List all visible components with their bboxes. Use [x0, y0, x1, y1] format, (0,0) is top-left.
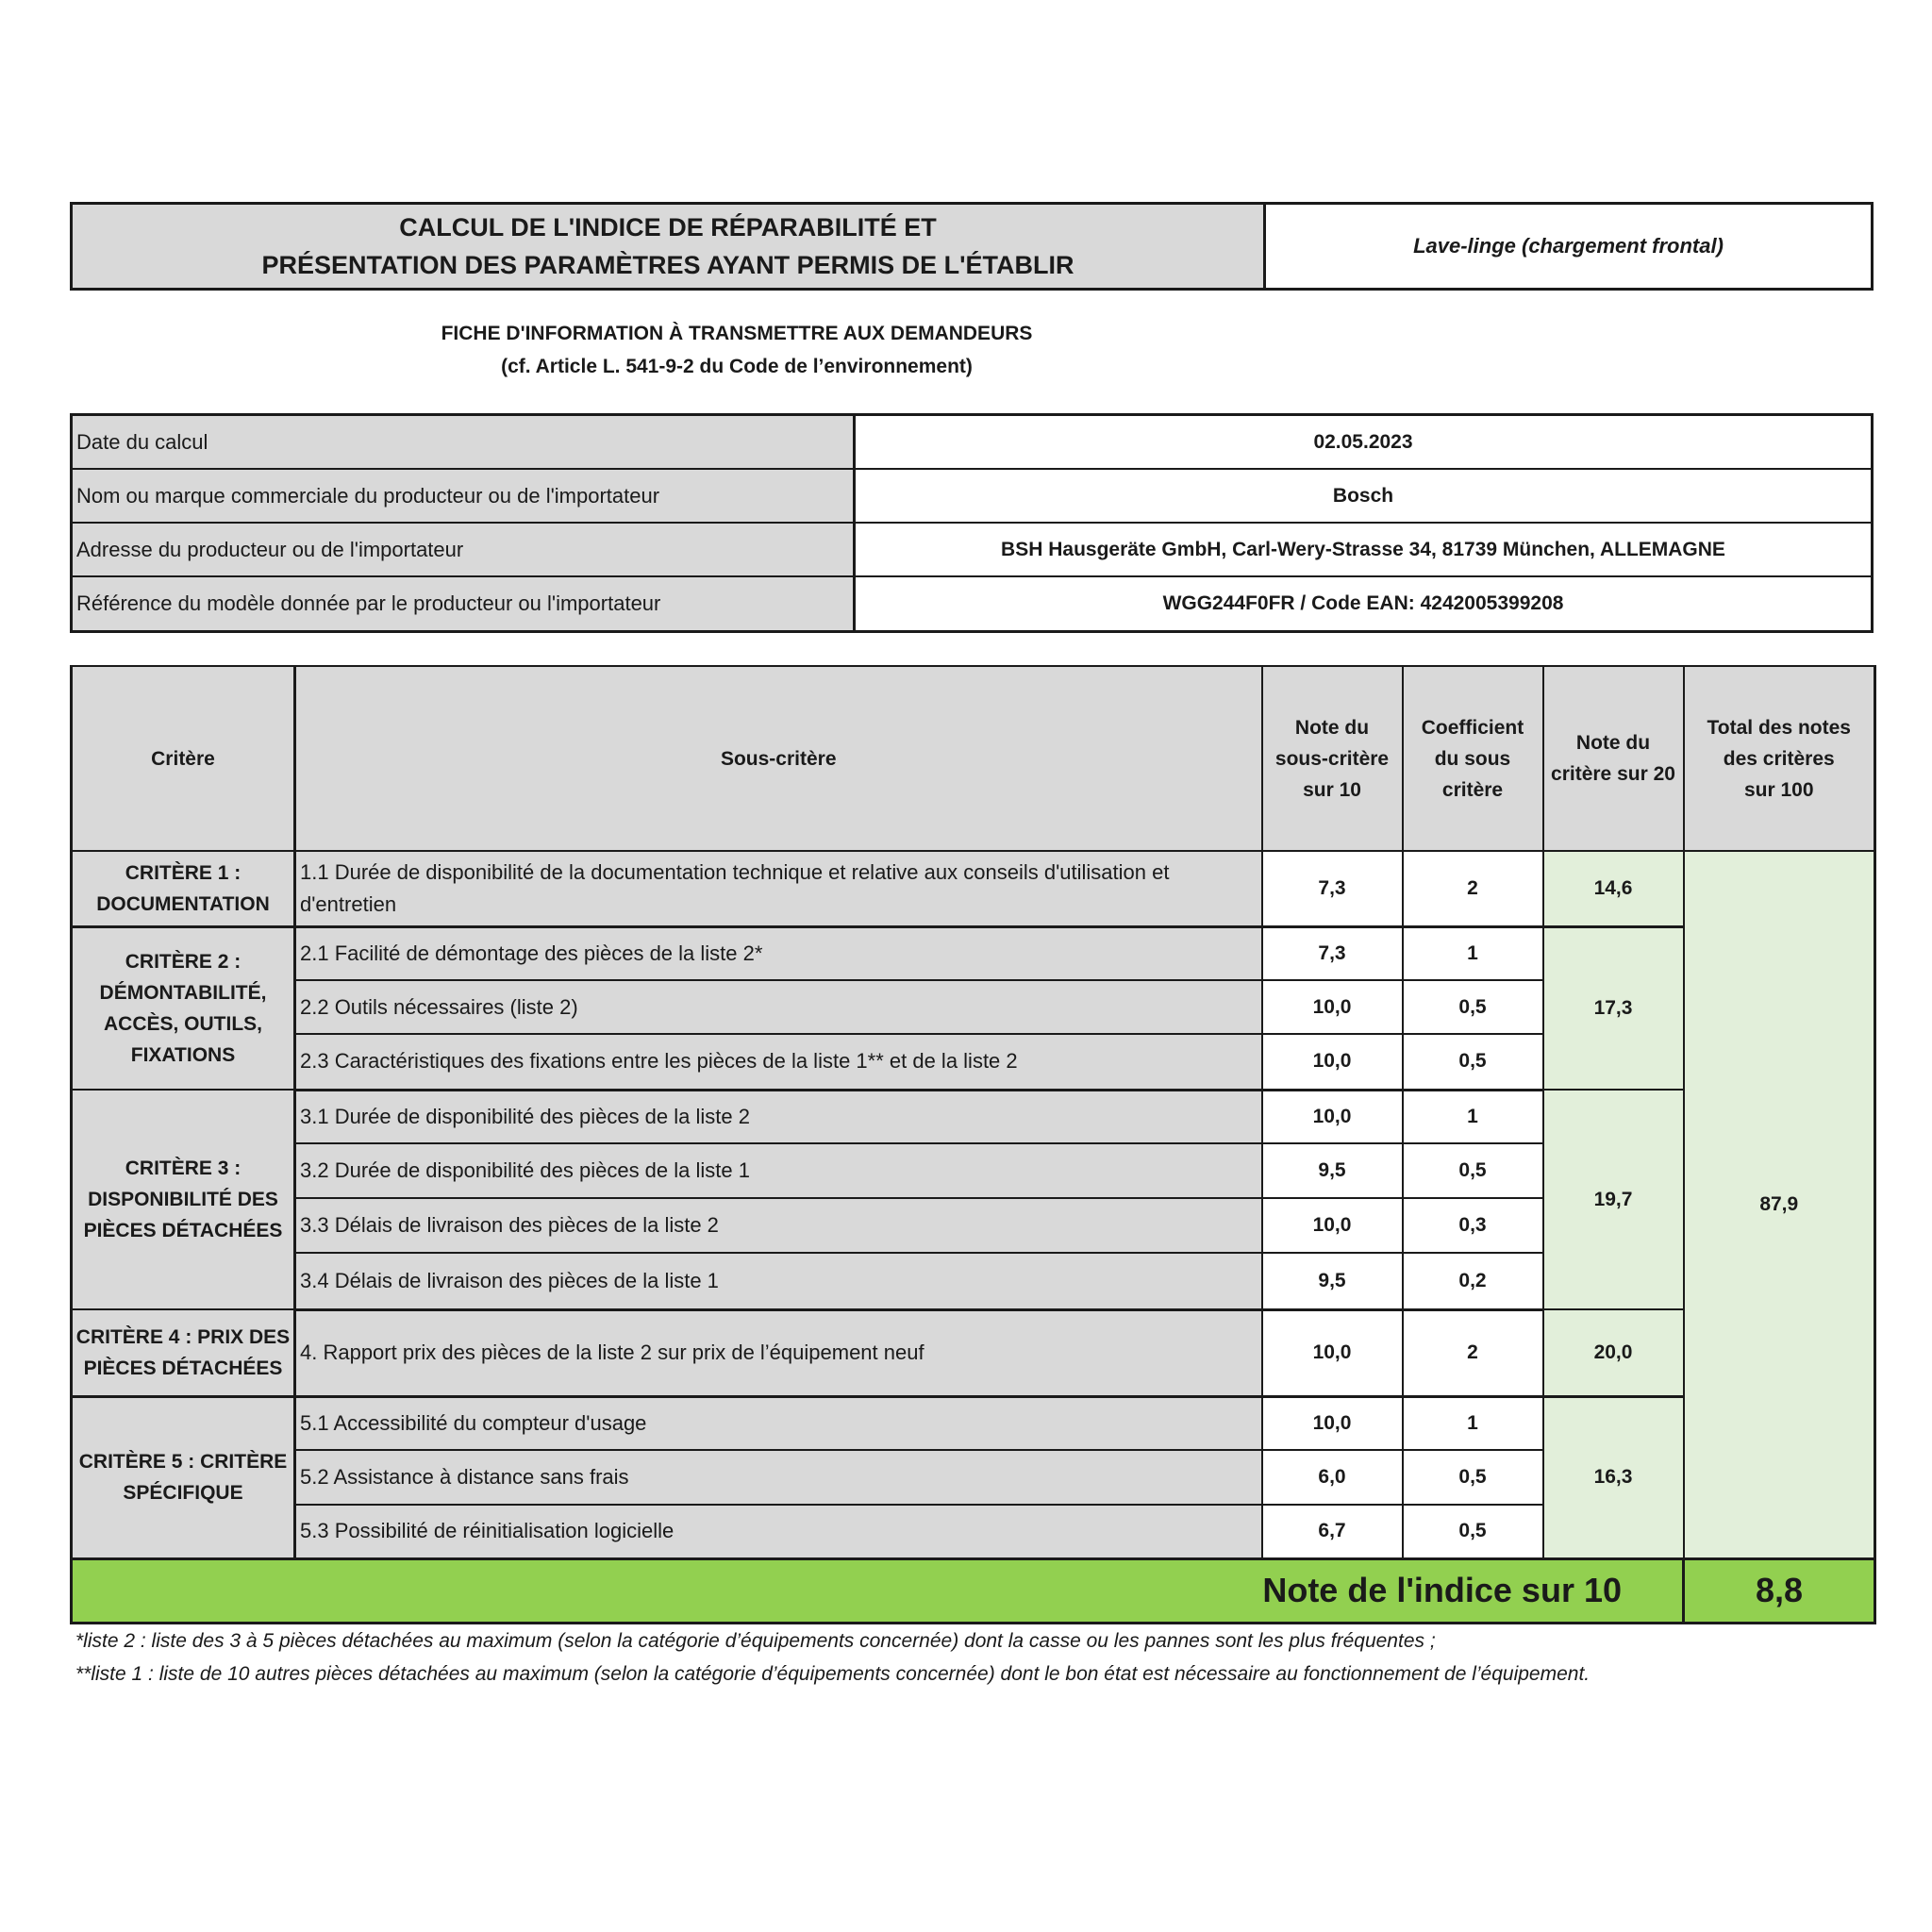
title-line-1: CALCUL DE L'INDICE DE RÉPARABILITÉ ET [399, 213, 937, 242]
final-score-row [72, 1558, 1875, 1623]
criterion-2-name [72, 926, 295, 1090]
total-score-100: 87,9 [1684, 851, 1875, 1558]
sub-note: 10,0 [1262, 1198, 1403, 1253]
header-line: critère [1441, 778, 1504, 801]
header-line: sous-critère [1274, 747, 1390, 770]
sub-criterion-5-2: 5.2 Assistance à distance sans frais [295, 1450, 1262, 1505]
sub-note: 6,0 [1262, 1450, 1403, 1505]
criteria-table [70, 665, 1876, 1624]
sub-coef: 1 [1403, 1090, 1543, 1143]
info-value: Bosch [1332, 484, 1394, 507]
header-line: Note du [1575, 732, 1651, 754]
criterion-1-name [72, 851, 295, 926]
criterion-line: ACCÈS, OUTILS, [103, 1012, 262, 1035]
criterion-line: FIXATIONS [130, 1043, 236, 1066]
col-header-coefficient [1403, 666, 1543, 851]
sub-coef: 2 [1403, 851, 1543, 926]
table-row [72, 1309, 1875, 1396]
criterion-line: SPÉCIFIQUE [123, 1482, 243, 1504]
footnotes [75, 1624, 1868, 1690]
col-header-total [1684, 666, 1875, 851]
header-line: du sous [1434, 747, 1511, 770]
criterion-3-score: 19,7 [1543, 1090, 1684, 1309]
col-header-note-sous-critere [1262, 666, 1403, 851]
table-row [72, 1090, 1875, 1143]
sub-note: 9,5 [1262, 1253, 1403, 1309]
document-title [73, 205, 1266, 288]
criterion-line: PIÈCES DÉTACHÉES [83, 1220, 283, 1241]
sub-coef: 1 [1403, 926, 1543, 980]
info-label: Nom ou marque commerciale du producteur ou de l'importateur [73, 470, 856, 522]
sub-note: 10,0 [1262, 1309, 1403, 1396]
criterion-line: CRITÈRE 5 : CRITÈRE [78, 1451, 288, 1473]
sub-criterion-3-1: 3.1 Durée de disponibilité des pièces de la liste 2 [295, 1090, 1262, 1143]
col-header-sous-critere: Sous-critère [295, 666, 1262, 851]
header-block [70, 202, 1874, 291]
table-row [72, 926, 1875, 980]
criterion-2-score: 17,3 [1543, 926, 1684, 1090]
final-score-value: 8,8 [1684, 1558, 1875, 1623]
footnote-list-1: **liste 1 : liste de 10 autres pièces détachées au maximum (selon la catégorie d’équipements concernée) dont le bon état est nécessaire au fonctionnement de l’équipement. [75, 1663, 1591, 1685]
sub-criterion-3-4: 3.4 Délais de livraison des pièces de la liste 1 [295, 1253, 1262, 1309]
criterion-line: CRITÈRE 4 : PRIX DES [75, 1325, 291, 1348]
col-header-note-critere [1543, 666, 1684, 851]
sub-criterion-2-3: 2.3 Caractéristiques des fixations entre les pièces de la liste 1** et de la liste 2 [295, 1034, 1262, 1090]
title-line-2: PRÉSENTATION DES PARAMÈTRES AYANT PERMIS DE L'ÉTABLIR [261, 251, 1074, 279]
sub-criterion-3-2: 3.2 Durée de disponibilité des pièces de la liste 1 [295, 1143, 1262, 1198]
sub-note: 7,3 [1262, 926, 1403, 980]
sub-coef: 0,5 [1403, 1034, 1543, 1090]
subtitle-line-1: FICHE D'INFORMATION À TRANSMETTRE AUX DEMANDEURS [441, 323, 1033, 344]
sub-note: 7,3 [1262, 851, 1403, 926]
footnote-list-2: *liste 2 : liste des 3 à 5 pièces détachées au maximum (selon la catégorie d’équipements concernée) dont la casse ou les pannes sont les plus fréquentes ; [75, 1630, 1436, 1652]
criterion-3-name [72, 1090, 295, 1309]
criterion-5-name [72, 1396, 295, 1558]
sub-note: 10,0 [1262, 1396, 1403, 1450]
sub-coef: 0,5 [1403, 1505, 1543, 1558]
sub-coef: 0,5 [1403, 1450, 1543, 1505]
sub-coef: 1 [1403, 1396, 1543, 1450]
criterion-4-score: 20,0 [1543, 1309, 1684, 1396]
info-table [70, 413, 1874, 633]
subtitle-line-2: (cf. Article L. 541-9-2 du Code de l’environnement) [501, 356, 973, 377]
table-header-row [72, 666, 1875, 851]
sub-coef: 2 [1403, 1309, 1543, 1396]
header-line: Total des notes [1707, 716, 1851, 739]
sub-criterion-2-1: 2.1 Facilité de démontage des pièces de la liste 2* [295, 926, 1262, 980]
sub-coef: 0,2 [1403, 1253, 1543, 1309]
sub-coef: 0,5 [1403, 980, 1543, 1034]
info-value: WGG244F0FR / Code EAN: 4242005399208 [1162, 592, 1564, 614]
info-row-date [73, 416, 1871, 470]
header-line: Coefficient [1421, 716, 1524, 739]
sub-criterion-1-1: 1.1 Durée de disponibilité de la documentation technique et relative aux conseils d'utilisation et d'entretien [295, 851, 1262, 926]
final-score-label: Note de l'indice sur 10 [72, 1558, 1684, 1623]
criterion-line: DOCUMENTATION [96, 892, 270, 915]
sub-criterion-5-1: 5.1 Accessibilité du compteur d'usage [295, 1396, 1262, 1450]
info-row-reference [73, 577, 1871, 630]
criterion-line: CRITÈRE 1 : [125, 861, 242, 884]
col-header-critere: Critère [72, 666, 295, 851]
criterion-5-score: 16,3 [1543, 1396, 1684, 1558]
subtitle [70, 317, 1404, 383]
info-label: Date du calcul [73, 416, 856, 468]
sub-criterion-3-3: 3.3 Délais de livraison des pièces de la liste 2 [295, 1198, 1262, 1253]
sub-note: 9,5 [1262, 1143, 1403, 1198]
sub-coef: 0,3 [1403, 1198, 1543, 1253]
criterion-line: CRITÈRE 2 : [125, 950, 242, 973]
criterion-line: CRITÈRE 3 : [125, 1158, 242, 1179]
sub-note: 10,0 [1262, 1034, 1403, 1090]
info-value: BSH Hausgeräte GmbH, Carl-Wery-Strasse 34, 81739 München, ALLEMAGNE [1001, 538, 1725, 560]
criterion-line: DISPONIBILITÉ DES [88, 1189, 278, 1210]
sub-criterion-2-2: 2.2 Outils nécessaires (liste 2) [295, 980, 1262, 1034]
header-line: sur 100 [1743, 778, 1814, 801]
table-row [72, 851, 1875, 926]
sub-criterion-5-3: 5.3 Possibilité de réinitialisation logicielle [295, 1505, 1262, 1558]
info-label: Adresse du producteur ou de l'importateur [73, 524, 856, 575]
info-value: 02.05.2023 [1313, 430, 1413, 453]
info-row-brand [73, 470, 1871, 524]
header-line: Note du [1294, 716, 1370, 739]
criterion-4-name [72, 1309, 295, 1396]
info-row-address [73, 524, 1871, 577]
header-line: des critères [1723, 747, 1835, 770]
header-line: critère sur 20 [1551, 763, 1675, 785]
criterion-1-score: 14,6 [1543, 851, 1684, 926]
sub-criterion-4: 4. Rapport prix des pièces de la liste 2 sur prix de l’équipement neuf [295, 1309, 1262, 1396]
sub-coef: 0,5 [1403, 1143, 1543, 1198]
header-line: sur 10 [1303, 778, 1361, 801]
sub-note: 10,0 [1262, 980, 1403, 1034]
info-label: Référence du modèle donnée par le producteur ou l'importateur [73, 577, 856, 630]
product-type: Lave-linge (chargement frontal) [1413, 234, 1724, 258]
criterion-line: PIÈCES DÉTACHÉES [83, 1357, 283, 1379]
table-row [72, 1396, 1875, 1450]
criterion-line: DÉMONTABILITÉ, [99, 981, 267, 1004]
sub-note: 6,7 [1262, 1505, 1403, 1558]
sub-note: 10,0 [1262, 1090, 1403, 1143]
